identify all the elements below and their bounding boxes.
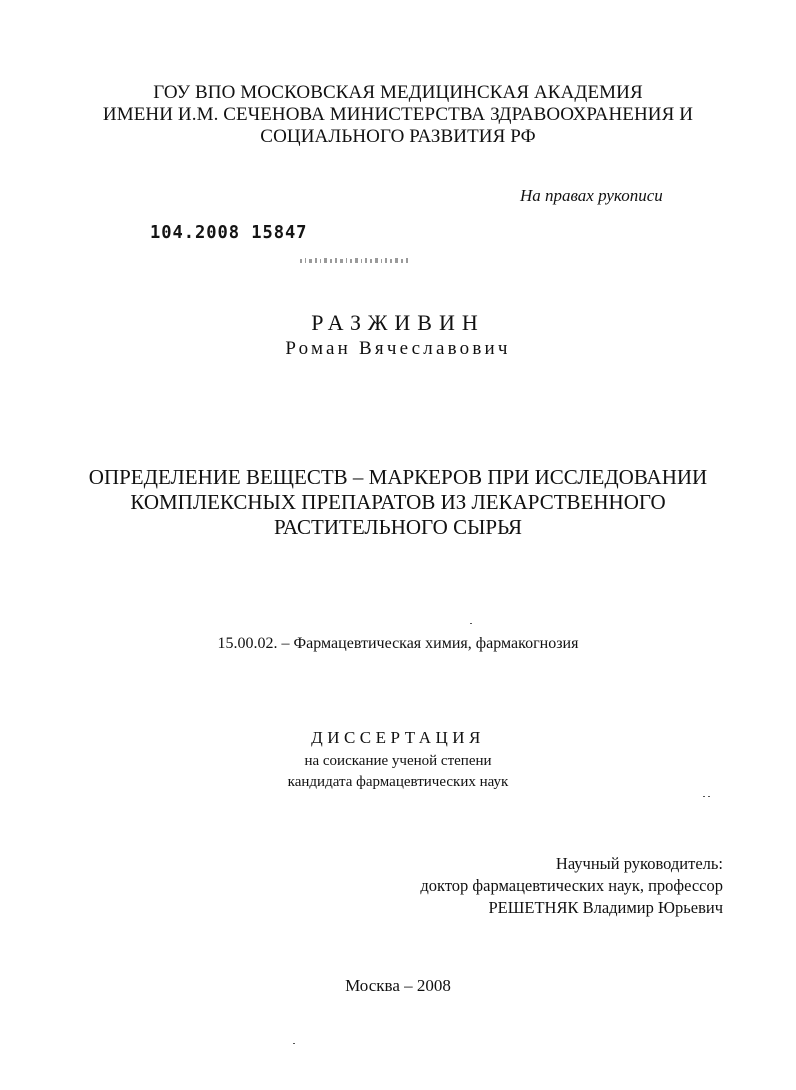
scan-speck [708, 796, 710, 797]
rights-note: На правах рукописи [520, 186, 663, 205]
supervisor-name: РЕШЕТНЯК Владимир Юрьевич [488, 898, 723, 917]
registration-stamp: 104.2008 15847 [150, 222, 308, 243]
institution-header [0, 82, 796, 148]
institution-line: ИМЕНИ И.М. СЕЧЕНОВА МИНИСТЕРСТВА ЗДРАВООХРАНЕНИЯ И [102, 104, 694, 125]
supervisor-block [420, 853, 723, 919]
scan-speck [703, 796, 705, 797]
title-line: КОМПЛЕКСНЫХ ПРЕПАРАТОВ ИЗ ЛЕКАРСТВЕННОГО [130, 490, 666, 514]
specialty-code: 15.00.02. – Фармацевтическая химия, фармакогнозия [217, 635, 579, 652]
city-year: Москва – 2008 [345, 976, 451, 995]
degree-line: на соискание ученой степени [304, 753, 492, 769]
document-type: ДИССЕРТАЦИЯ [311, 728, 485, 747]
degree-description [0, 751, 796, 793]
barcode-smudge [300, 256, 420, 266]
institution-line: ГОУ ВПО МОСКОВСКАЯ МЕДИЦИНСКАЯ АКАДЕМИЯ [153, 82, 643, 103]
title-line: ОПРЕДЕЛЕНИЕ ВЕЩЕСТВ – МАРКЕРОВ ПРИ ИССЛЕДОВАНИИ [88, 465, 708, 489]
title-line: РАСТИТЕЛЬНОГО СЫРЬЯ [273, 515, 523, 539]
scan-speck [293, 1043, 295, 1044]
scan-speck [470, 623, 472, 624]
degree-line: кандидата фармацевтических наук [287, 774, 509, 790]
author-surname: РАЗЖИВИН [311, 310, 485, 335]
thesis-title [0, 465, 796, 540]
supervisor-credentials: доктор фармацевтических наук, профессор [420, 876, 723, 895]
supervisor-role: Научный руководитель: [555, 854, 723, 873]
author-given-names: Роман Вячеславович [285, 338, 511, 359]
institution-line: СОЦИАЛЬНОГО РАЗВИТИЯ РФ [260, 126, 536, 147]
